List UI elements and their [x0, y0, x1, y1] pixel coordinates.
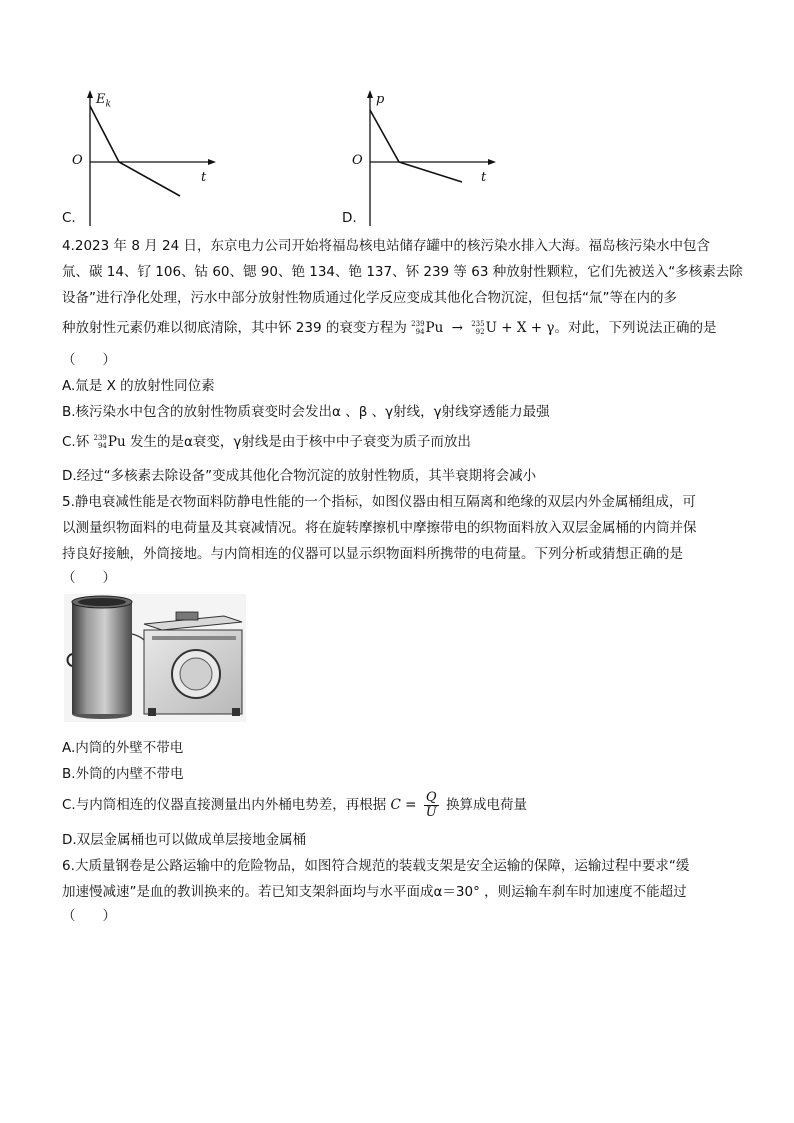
capacitance-fraction: $\frac{Q}{U}$ [425, 789, 437, 820]
pu-nuclide-option-c: 239 94 Pu [93, 434, 126, 450]
graph-d [340, 88, 500, 228]
graph-d-x-label: t [481, 170, 487, 185]
graph-d-svg [340, 88, 500, 228]
option-c-label: C. [62, 210, 76, 226]
q4-stem-line-4 [62, 318, 716, 338]
q4-stem-line-1: 4.2023 年 8 月 24 日，东京电力公司开始将福岛核电站储存罐中的核污染水排入大海。福岛核污染水中包含 [62, 238, 710, 254]
q4-option-b: B.核污染水中包含的放射性物质衰变时会发出α 、β 、γ射线，γ射线穿透能力最强 [62, 404, 550, 420]
graph-c-svg [60, 88, 220, 228]
graph-c-x-label: t [201, 170, 207, 185]
q5-stem-line-1: 5.静电衰减性能是衣物面料防静电性能的一个指标，如图仪器由相互隔离和绝缘的双层内外金属桶组成，可 [62, 494, 696, 510]
q4-eq-rest: + X + γ [501, 320, 555, 336]
q4-option-c: C.钚 239 94 Pu 发生的是α衰变，γ射线是由于核中中子衰变为质子而放出 [62, 434, 471, 450]
q5-option-a: A.内筒的外壁不带电 [62, 740, 184, 756]
graph-d-y-label: p [376, 92, 385, 107]
graph-d-origin: O [352, 153, 363, 168]
q5-option-d: D.双层金属桶也可以做成单层接地金属桶 [62, 832, 307, 848]
q4-blank: （ ） [62, 352, 116, 368]
q5-blank: （ ） [62, 570, 116, 586]
q4-stem-line-3: 设备”进行净化处理，污水中部分放射性物质通过化学反应变成其他化合物沉淀，但包括“氚”等在内的多 [62, 290, 677, 306]
q4-option-d: D.经过“多核素去除设备”变成其他化合物沉淀的放射性物质，其半衰期将会减小 [62, 468, 537, 484]
q6-blank: （ ） [62, 908, 116, 924]
capacitance-formula-lhs: C = [390, 797, 417, 813]
q4-eq-suffix: 。对此，下列说法正确的是 [554, 320, 717, 336]
q4-option-a: A.氚是 X 的放射性同位素 [62, 378, 215, 394]
q5-option-b: B.外筒的内壁不带电 [62, 766, 184, 782]
q4-stem-line-2: 氚、碳 14、钌 106、钴 60、锶 90、铯 134、铯 137、钚 239 等 63 种放射性颗粒，它们先被送入“多核素去除 [62, 264, 743, 280]
q6-stem-line-2: 加速慢减速”是血的教训换来的。若已知支架斜面均与水平面成α＝30° ，则运输车刹车时加速度不能超过 [62, 884, 687, 900]
decay-arrow: → [451, 320, 463, 336]
q4-eq-prefix: 种放射性元素仍难以彻底清除，其中钚 239 的衰变方程为 [62, 320, 407, 336]
option-d-label: D. [342, 210, 357, 226]
q6-stem-line-1: 6.大质量钢卷是公路运输中的危险物品，如图符合规范的装载支架是安全运输的保障，运输过程中要求“缓 [62, 858, 690, 874]
graph-c-y-label: $E_k$ [96, 92, 111, 110]
u-nuclide: 235 92 U [471, 320, 497, 336]
q5-option-c: C.与内筒相连的仪器直接测量出内外桶电势差，再根据 C = $\frac{Q}{U}$ 换算成电荷量 [62, 789, 528, 820]
pu-nuclide: 239 94 Pu [411, 320, 444, 336]
q5-stem-line-3: 持良好接触，外筒接地。与内筒相连的仪器可以显示织物面料所携带的电荷量。下列分析或猜想正确的是 [62, 546, 683, 562]
q5-instrument-svg [64, 594, 246, 722]
graph-c [60, 88, 220, 228]
graph-c-origin: O [72, 153, 83, 168]
q5-stem-line-2: 以测量织物面料的电荷量及其衰减情况。将在旋转摩擦机中摩擦带电的织物面料放入双层金属桶的内筒并保 [62, 520, 697, 536]
q5-instrument-photo [64, 594, 246, 722]
